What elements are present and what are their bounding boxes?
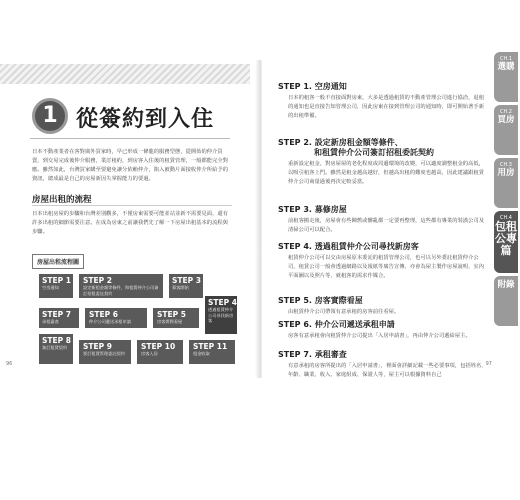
- tab-title: 附錄: [497, 280, 515, 290]
- chapter-tab-4[interactable]: [494, 211, 518, 273]
- chapter-number-badge: 1: [32, 98, 68, 134]
- flow-step-desc: 房客實際看屋: [157, 319, 183, 324]
- chapter-divider: [30, 138, 230, 139]
- tab-number: CH.1: [500, 56, 512, 62]
- tab-title: 買房: [497, 115, 515, 125]
- flow-step-desc: 簽訂租賃契約: [42, 345, 68, 350]
- tab-number: CH.2: [500, 109, 512, 115]
- flow-step-4: [204, 295, 238, 335]
- step-heading: STEP 2. 設定新房租金額等條件、: [278, 138, 403, 147]
- step-heading: STEP 7. 承租審查: [278, 350, 347, 359]
- step-heading: STEP 5. 房客實際看屋: [278, 296, 363, 305]
- header-stripes: [0, 64, 250, 84]
- flow-step-desc: 承租審查: [42, 319, 59, 324]
- flow-step-desc: 募客開始: [172, 285, 189, 290]
- page-number-right: 97: [485, 361, 492, 367]
- flow-step-2: [78, 273, 164, 299]
- flow-step-desc: 透過租賃仲介公司尋找新房客: [208, 307, 234, 323]
- step-body: 房客有意承租會向租賃仲介公司提出「入居申請書」，再由仲介公司遞給屋主。: [288, 333, 471, 339]
- step-body: 有意承租的房客所提出的「入居申請書」，裡面會詳細記載一些必要事項，包括姓名、年齡、職業、收入、家庭組成、保證人等，屋主可以根據資料自己: [288, 363, 487, 378]
- right-step-5: [278, 296, 488, 317]
- step-body: 重新設定租金，對房屋屋的老化程度或周邊環境的改變，可以適度調整租金的高低，以吸引租客上門。雖然是租金越高越好，但越高出租的難度也越高，因此建議跟租賃仲介公司商量過後再決定較妥當。: [288, 161, 484, 185]
- chapter-tab-3[interactable]: [494, 158, 518, 208]
- tab-title: 包租公專篇: [495, 220, 517, 257]
- flow-step-7: [38, 307, 80, 329]
- flow-step-9: [78, 339, 132, 365]
- flow-step-desc: 設定新租金額等條件，和租賃仲介公司簽訂招租委託契約: [83, 285, 159, 296]
- step-heading-line2: 和租賃仲介公司簽訂招租委託契約: [314, 148, 434, 157]
- flow-step-11: [188, 339, 236, 365]
- step-body: 租賃仲介公司可以交由房屋原本委託的租賃管理公司，也可以另外委託租賃仲介公司，租賃公司一般會透過網路以及報紙等廣告宣傳，亦會為屋主製作房屋說明、室內平面圖以及照片等，就租客的需求作媒合。: [288, 255, 484, 279]
- section-body: 日本出租房屋的步驟和台灣差別觀多，不僅房東需要可能並站並新不需要見面，還有許多出租的細節需要注意。在成為房東之前讓我們先了解一下房屋出租基本的流程與步驟。: [32, 211, 228, 235]
- flow-step-label: STEP 1: [42, 276, 71, 285]
- flow-step-label: STEP 9: [83, 342, 112, 351]
- flow-step-desc: 租金收取: [193, 351, 210, 356]
- left-page: [0, 60, 258, 378]
- flow-step-label: STEP 8: [42, 336, 71, 345]
- flow-step-10: [136, 339, 184, 365]
- flow-step-8: [38, 333, 74, 365]
- tab-number: CH.3: [500, 162, 512, 168]
- step-heading: STEP 4. 透過租賃仲介公司尋找新房客: [278, 242, 419, 251]
- tab-title: 用房: [497, 168, 515, 178]
- flow-step-label: STEP 4: [208, 298, 237, 307]
- step-heading: STEP 1. 空房通知: [278, 82, 347, 91]
- section-title: 房屋出租的流程: [32, 195, 92, 205]
- book-spread: [0, 60, 520, 378]
- flow-step-desc: 仲介公司遞送承租申請: [89, 319, 131, 324]
- chapter-tabs: [494, 52, 520, 329]
- step-body: 前租客搬走後，房屋會有些陳舊或髒亂都一定要再整理，這些都有專業的裝潢公司及清掃公司可以配合。: [288, 218, 484, 233]
- flow-step-label: STEP 5: [157, 310, 186, 319]
- flow-step-label: STEP 11: [193, 342, 228, 351]
- chapter-tab-2[interactable]: [494, 105, 518, 155]
- step-body: 日本的租客一般不直接面對房東，大多是透過租賃的不動產管理公司進行協洽，退租的通知也是直接告知管理公司，因此房東在接到管理公司的通知時，即可開始著手新的出租準備。: [288, 95, 484, 119]
- flow-step-label: STEP 2: [83, 276, 112, 285]
- flow-step-label: STEP 6: [89, 310, 118, 319]
- step-heading: STEP 6. 仲介公司遞送承租申請: [278, 320, 395, 329]
- flow-step-label: STEP 3: [172, 276, 201, 285]
- right-step-6: [278, 320, 488, 341]
- flow-step-desc: 要訂租賃管理委託契約: [83, 351, 125, 356]
- flow-step-5: [152, 307, 200, 329]
- right-step-4: [278, 242, 488, 281]
- right-step-3: [278, 205, 488, 235]
- chapter-title: 從簽約到入住: [76, 107, 215, 132]
- step-heading: STEP 3. 募修房屋: [278, 205, 347, 214]
- tab-number: CH.4: [500, 215, 512, 221]
- intro-paragraph: 日本不動產業者在客對廣外買家時，早已形成一條龍的服務型態，從開始的仲介買賣，到交易完成後仲介服務，業訂租約，到房客入住後的租賃管理，一般都能完全對應。雖然如此，台灣買家購至要避免讓分依賴仲介，陷入被動片面接收仲介所給予的資訊，總成最是自己的房屋新因失掌握能力的要過。: [32, 149, 228, 182]
- page-number-left: 96: [6, 361, 13, 367]
- flow-chart: [32, 265, 240, 370]
- chapter-tab-1[interactable]: [494, 52, 518, 102]
- flow-chart-label: 房屋出租流程圖: [32, 254, 84, 269]
- chapter-tab-appendix[interactable]: [494, 276, 518, 326]
- tab-title: 選購: [497, 62, 515, 72]
- flow-step-1: [38, 273, 74, 299]
- step-body: 由租賃仲介公司帶領有意承租的房客前往看屋。: [288, 309, 400, 315]
- flow-step-label: STEP 7: [42, 310, 71, 319]
- flow-step-label: STEP 10: [141, 342, 176, 351]
- section-divider: [32, 205, 232, 206]
- flow-step-desc: 空房通知: [42, 285, 59, 290]
- right-step-1: [278, 82, 488, 121]
- flow-step-desc: 房客入居: [141, 351, 158, 356]
- flow-step-3: [168, 273, 204, 299]
- right-page: [262, 60, 520, 378]
- flow-step-6: [84, 307, 148, 329]
- right-step-2: [278, 138, 488, 187]
- right-step-7: [278, 350, 488, 378]
